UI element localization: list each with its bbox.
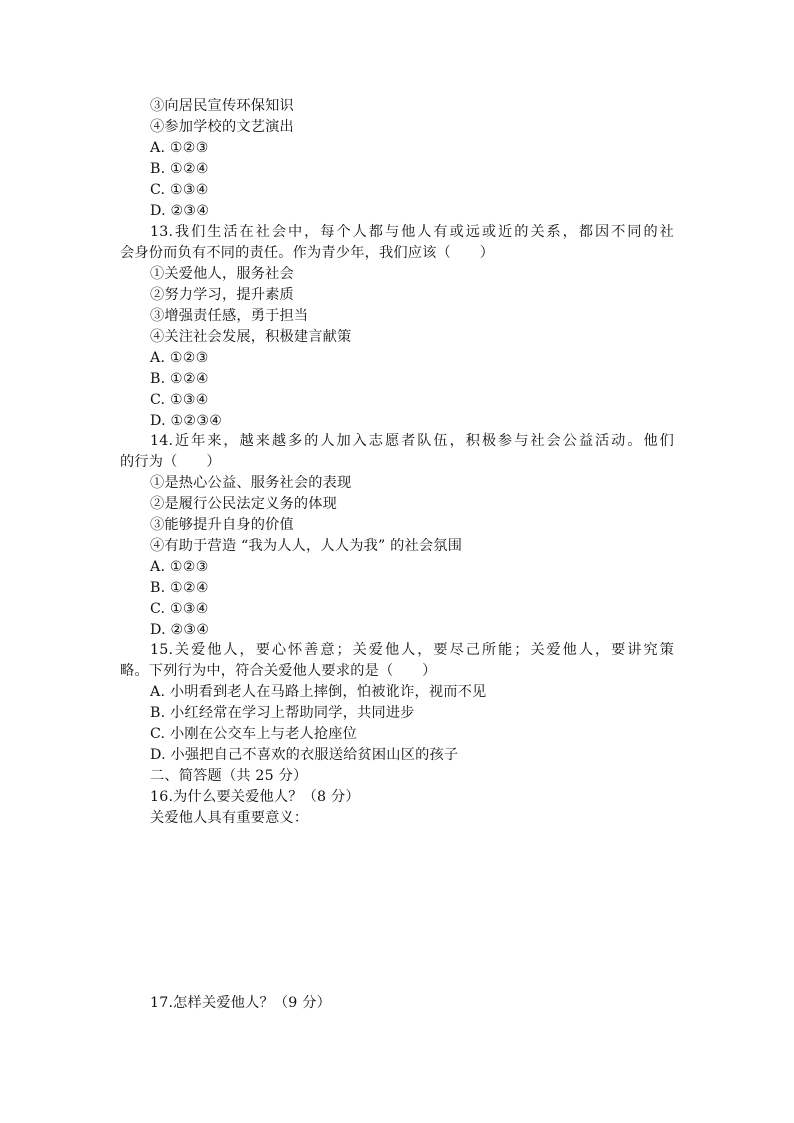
q13-stem-line1: 13.我们生活在社会中，每个人都与他人有或远或近的关系，都因不同的社 [150,224,674,240]
q14-choice-b: B. ①②④ [150,580,209,596]
q12-choice-b: B. ①②④ [150,161,209,177]
q13-option-4: ④关注社会发展，积极建言献策 [150,329,352,345]
q14-choice-c: C. ①③④ [150,601,209,617]
q15-choice-b: B. 小红经常在学习上帮助同学，共同进步 [150,705,415,721]
q15-stem-line2: 略。下列行为中，符合关爱他人要求的是（ ） [120,663,437,679]
q14-stem-line1: 14.近年来，越来越多的人加入志愿者队伍，积极参与社会公益活动。他们 [150,433,674,449]
q15-choice-c: C. 小刚在公交车上与老人抢座位 [150,726,358,742]
q13-choice-b: B. ①②④ [150,371,209,387]
q13-choice-a: A. ①②③ [150,350,209,366]
q13-option-3: ③增强责任感，勇于担当 [150,308,309,324]
q13-stem-line2: 会身份而负有不同的责任。作为青少年，我们应该（ ） [120,245,495,261]
q15-stem-line1: 15.关爱他人，要心怀善意；关爱他人，要尽己所能；关爱他人，要讲究策 [150,642,674,658]
q12-option-3: ③向居民宣传环保知识 [150,98,294,114]
q13-option-1: ①关爱他人，服务社会 [150,266,294,282]
q13-option-2: ②努力学习，提升素质 [150,287,294,303]
q14-option-4: ④有助于营造 “我为人人，人人为我” 的社会氛围 [150,538,463,554]
q12-option-4: ④参加学校的文艺演出 [150,119,294,135]
q14-option-3: ③能够提升自身的价值 [150,517,294,533]
q17-stem: 17.怎样关爱他人？（9 分） [150,995,331,1011]
q15-choice-d: D. 小强把自己不喜欢的衣服送给贫困山区的孩子 [150,747,459,763]
q13-choice-d: D. ①②③④ [150,413,223,429]
q12-choice-d: D. ②③④ [150,203,210,219]
q16-stem: 16.为什么要关爱他人？（8 分） [150,789,360,805]
section2-heading: 二、简答题（共 25 分） [150,768,308,784]
q12-choice-a: A. ①②③ [150,140,209,156]
q14-stem-line2: 的行为（ ） [120,454,221,470]
q12-choice-c: C. ①③④ [150,182,209,198]
q14-choice-a: A. ①②③ [150,559,209,575]
q14-option-1: ①是热心公益、服务社会的表现 [150,475,352,491]
q14-choice-d: D. ②③④ [150,622,210,638]
q16-answer-lead: 关爱他人具有重要意义： [150,810,309,826]
q13-choice-c: C. ①③④ [150,392,209,408]
q15-choice-a: A. 小明看到老人在马路上摔倒，怕被讹诈，视而不见 [150,684,487,700]
q14-option-2: ②是履行公民法定义务的体现 [150,496,338,512]
